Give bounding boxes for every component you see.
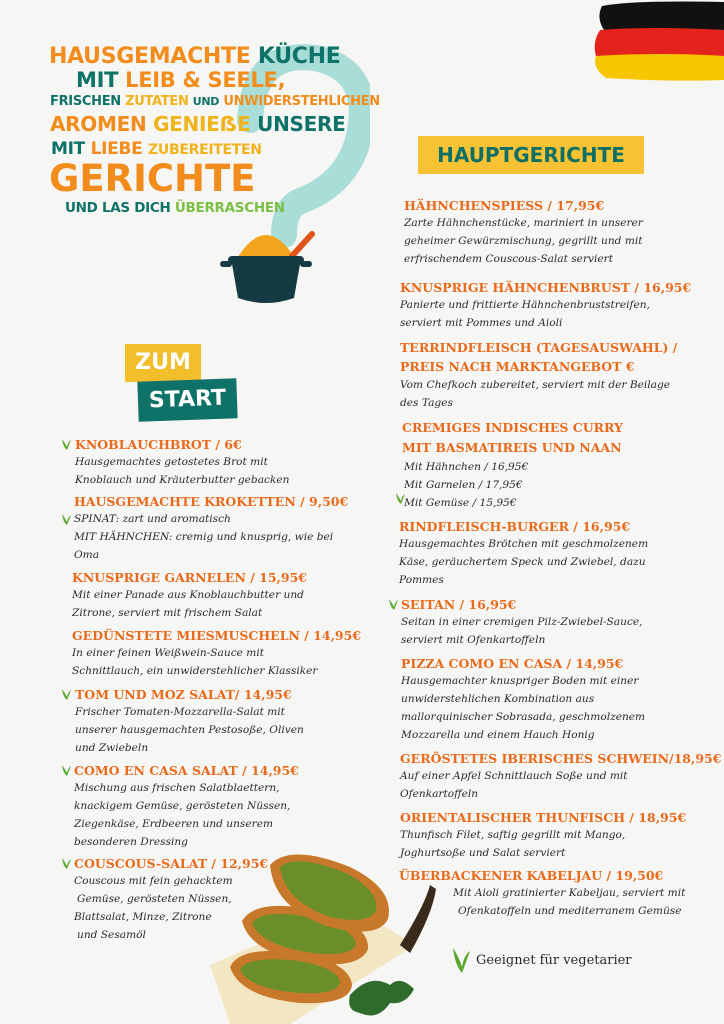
item-description: Frischer Tomaten-Mozzarella-Salat mit unserer hausgemachten Pestosoße, Oliven und Zwiebeln <box>75 706 304 754</box>
item-description: SPINAT: zart und aromatisch MIT HÄHNCHEN: cremig und knusprig, wie bei Oma <box>74 513 334 561</box>
main-item <box>400 338 677 412</box>
item-description: Vom Chefkoch zubereitet, serviert mit der Beilage des Tages <box>400 379 671 409</box>
item-title: GERÖSTETES IBERISCHES SCHWEIN/18,95€ <box>400 751 722 766</box>
item-title: TERRINDFLEISCH (TAGESAUSWAHL) / PREIS NACH MARKTANGEBOT € <box>400 340 678 374</box>
vegetarian-leaf-icon <box>60 763 74 777</box>
main-item <box>399 867 685 920</box>
item-title: ORIENTALISCHER THUNFISCH / 18,95€ <box>400 810 687 825</box>
item-description: Mischung aus frischen Salatblaettern, knackigem Gemüse, gerösteten Nüssen, Ziegenkäse, Erdbeeren und unserem besonderen Dressing <box>74 782 291 848</box>
vegetarian-leaf-icon <box>450 945 474 975</box>
item-title: TOM UND MOZ SALAT/ 14,95€ <box>75 687 292 702</box>
vegetarian-leaf-icon <box>60 856 74 870</box>
vegetarian-leaf-icon <box>60 687 74 701</box>
item-title: KNUSPRIGE HÄHNCHENBRUST / 16,95€ <box>400 280 692 295</box>
headline-line-4: AROMEN GENIEẞE UNSERE <box>50 112 346 136</box>
item-description: Mit Hähnchen / 16,95€ Mit Garnelen / 17,95€ Mit Gemüse / 15,95€ <box>404 461 529 509</box>
starter-item <box>60 436 289 489</box>
item-title: KNUSPRIGE GARNELEN / 15,95€ <box>72 570 307 585</box>
main-item <box>402 418 623 512</box>
vegetarian-leaf-icon <box>394 491 408 505</box>
main-item <box>400 279 691 332</box>
item-description: Auf einer Apfel Schnittlauch Soße und mit Ofenkartoffeln <box>400 770 628 800</box>
section-tag-zum: ZUM <box>125 344 201 382</box>
item-description: Thunfisch Filet, saftig gegrillt mit Mango, Joghurtsoße und Salat serviert <box>400 829 626 859</box>
item-title: GEDÜNSTETE MIESMUSCHELN / 14,95€ <box>72 628 362 643</box>
item-description: Hausgemachtes getostetes Brot mit Knoblauch und Kräuterbutter gebacken <box>75 456 290 486</box>
item-description: In einer feinen Weißwein-Sauce mit Schnittlauch, ein unwiderstehlicher Klassiker <box>72 647 318 677</box>
item-title: KNOBLAUCHBROT / 6€ <box>75 437 242 452</box>
item-description: Mit Aioli gratinierter Kabeljau, serviert mit Ofenkatoffeln und mediterranem Gemüse <box>453 887 686 917</box>
item-title: RINDFLEISCH-BURGER / 16,95€ <box>399 519 631 534</box>
main-item <box>387 596 643 649</box>
item-title: HÄHNCHENSPIESS / 17,95€ <box>404 198 605 213</box>
item-title: COMO EN CASA SALAT / 14,95€ <box>74 763 299 778</box>
section-tag-start: START <box>137 378 237 421</box>
item-description: Hausgemachter knuspriger Boden mit einer unwiderstehlichen Kombination aus mallorquinischer Sobrasada, geschmolzenem Mozzarella und einem Hauch Honig <box>401 675 646 741</box>
item-description: Zarte Hähnchenstücke, mariniert in unserer geheimer Gewürzmischung, gegrillt und mit erfrischendem Couscous-Salat serviert <box>404 217 643 265</box>
german-flag-brushstroke <box>592 0 724 82</box>
headline-gerichte: GERICHTE <box>49 157 256 200</box>
item-description: Hausgemachtes Brötchen mit geschmolzenem Käse, geräuchertem Speck und Zwiebel, dazu Pommes <box>399 538 649 586</box>
main-item <box>400 809 686 862</box>
main-item <box>400 750 721 803</box>
headline-line-2: MIT LEIB & SEELE, <box>76 68 286 92</box>
main-item <box>399 518 648 589</box>
headline-line-1: HAUSGEMACHTE KÜCHE <box>49 44 341 69</box>
starter-item <box>72 569 307 622</box>
headline-line-5: MIT LIEBE ZUBEREITETEN <box>51 139 262 159</box>
item-description: Couscous mit fein gehacktem Gemüse, gerösteten Nüssen, Blattsalat, Minze, Zitrone und Sesamöl <box>74 875 233 941</box>
item-title: HAUSGEMACHTE KROKETTEN / 9,50€ <box>74 494 349 509</box>
main-item <box>404 197 643 268</box>
item-title: CREMIGES INDISCHES CURRY MIT BASMATIREIS UND NAAN <box>402 420 623 455</box>
vegetarian-legend: Geeignet für vegetarier <box>476 953 632 968</box>
starter-item <box>60 493 348 564</box>
item-description: Mit einer Panade aus Knoblauchbutter und Zitrone, serviert mit frischem Salat <box>72 589 304 619</box>
item-title: ÜBERBACKENER KABELJAU / 19,50€ <box>399 868 664 883</box>
main-item <box>401 655 645 744</box>
item-description: Panierte und frittierte Hähnchenbruststreifen, serviert mit Pommes und Aioli <box>400 299 650 329</box>
vegetarian-leaf-icon <box>387 597 401 611</box>
starter-item <box>72 627 361 680</box>
item-title: COUSCOUS-SALAT / 12,95€ <box>74 856 269 871</box>
section-tag-hauptgerichte: HAUPTGERICHTE <box>418 136 644 174</box>
item-title: SEITAN / 16,95€ <box>401 597 517 612</box>
headline-line-3: FRISCHEN ZUTATEN UND UNWIDERSTEHLICHEN <box>50 94 380 109</box>
starter-item <box>60 762 299 851</box>
headline-line-7: UND LAS DICH ÜBERRASCHEN <box>65 200 285 216</box>
vegetarian-leaf-icon <box>60 437 74 451</box>
item-title: PIZZA COMO EN CASA / 14,95€ <box>401 656 624 671</box>
item-description: Seitan in einer cremigen Pilz-Zwiebel-Sauce, serviert mit Ofenkartoffeln <box>401 616 643 646</box>
starter-item <box>60 686 304 757</box>
vegetarian-leaf-icon <box>60 512 74 526</box>
